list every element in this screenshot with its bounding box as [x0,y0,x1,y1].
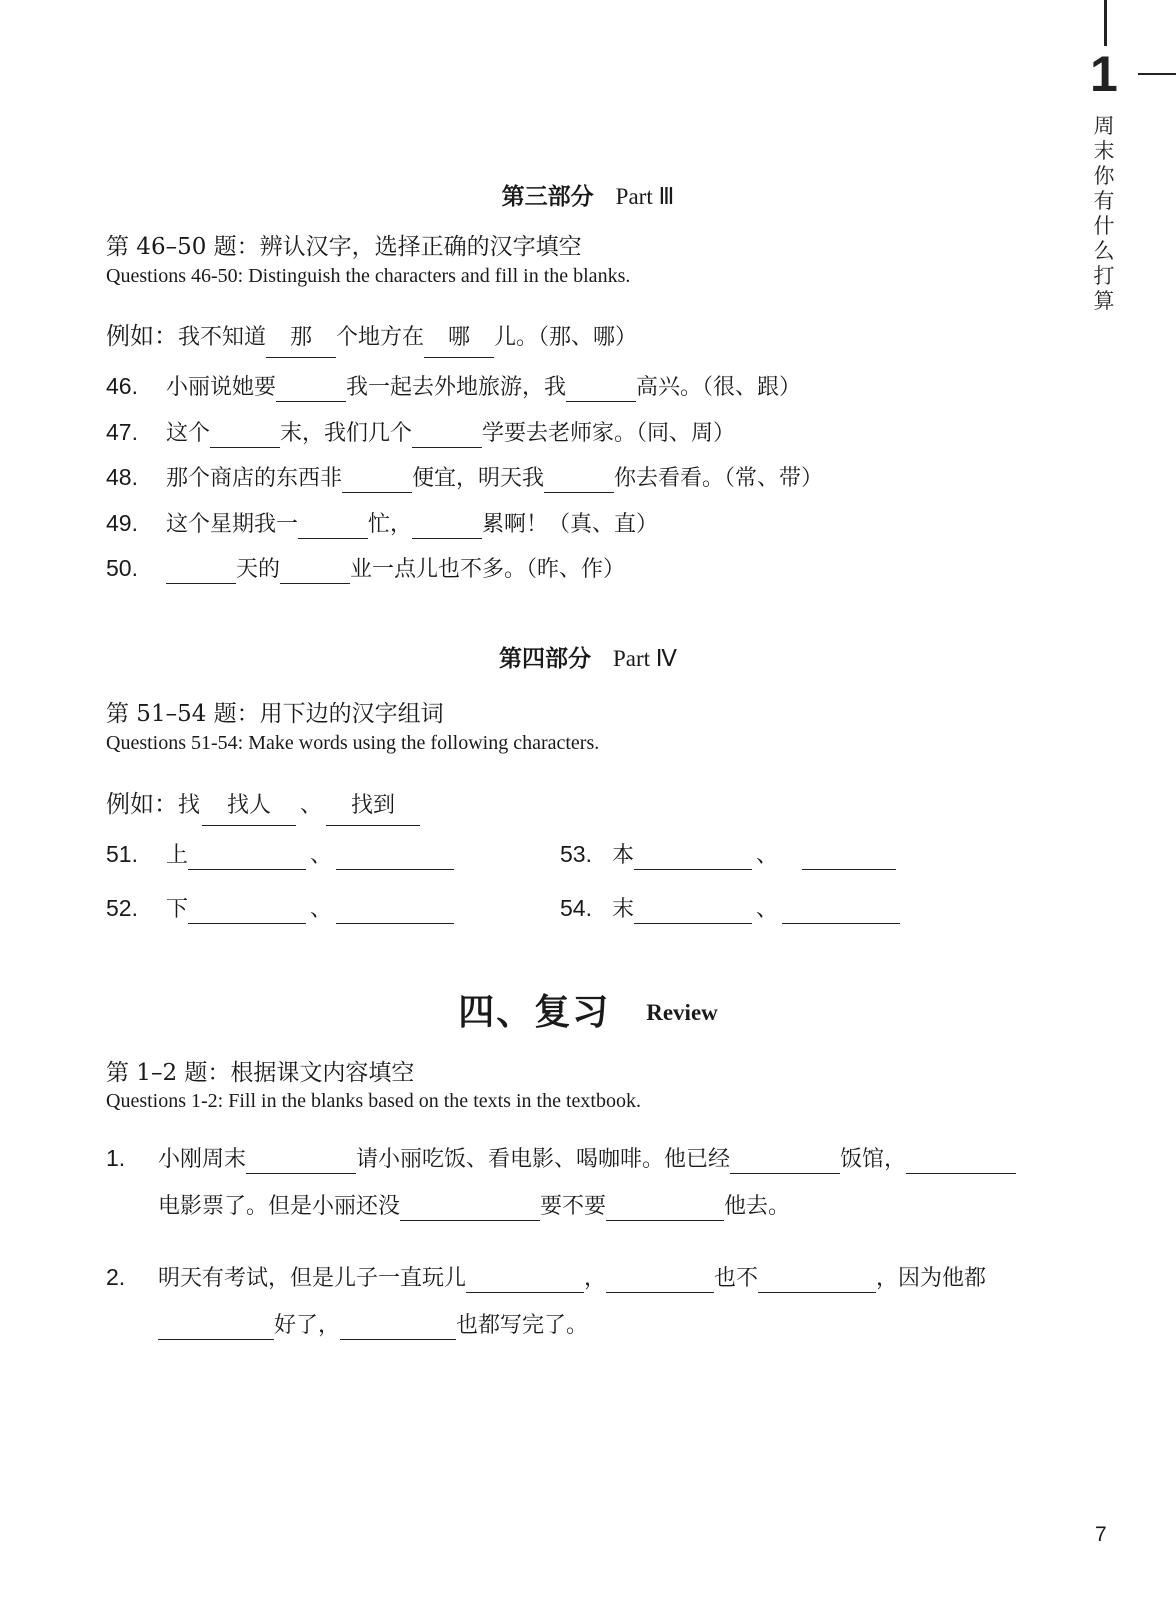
question-number: 2. [106,1264,126,1290]
question-54 [560,892,900,923]
answer-blank[interactable] [210,425,280,448]
answer-blank[interactable] [188,847,306,870]
question-number: 54. [560,895,592,921]
part3-heading-en: Part Ⅲ [615,184,675,209]
review-question-1 [106,1142,1016,1173]
example-answer: 哪 [424,320,494,358]
question-text: 那个商店的东西非 [166,466,343,491]
example-answer: 那 [266,320,336,358]
part4-instruction-en: Questions 51-54: Make words using the following characters. [106,732,600,754]
answer-blank[interactable] [166,561,236,584]
question-text: 便宜，明天我 [412,466,545,491]
question-text: 业一点儿也不多。（昨、作） [350,557,626,582]
answer-blank[interactable] [730,1151,840,1174]
part3-instruction-en: Questions 46-50: Distinguish the characters and fill in the blanks. [106,265,631,287]
question-text: 也不 [714,1266,759,1291]
question-text: 累啊！（真、直） [482,512,659,537]
example-text: 我不知道 [178,325,267,350]
answer-blank[interactable] [782,901,900,924]
question-text: 小丽说她要 [166,375,277,400]
review-title-en: Review [646,1000,718,1025]
question-number: 1. [106,1145,126,1171]
chapter-number: 1 [1090,46,1118,102]
answer-blank[interactable] [466,1270,584,1293]
answer-blank[interactable] [280,561,350,584]
question-text: 好了， [274,1313,341,1338]
question-text: 这个 [166,421,211,446]
review-question-2-cont [158,1308,588,1339]
answer-blank[interactable] [412,425,482,448]
review-instruction-en: Questions 1-2: Fill in the blanks based on the texts in the textbook. [106,1090,641,1112]
part3-instruction-cn: 第 46–50 题：辨认汉字，选择正确的汉字填空 [106,234,582,260]
question-text: 小刚周末 [158,1147,247,1172]
question-text: 学要去老师家。（同、周） [482,421,736,446]
answer-blank[interactable] [802,847,896,870]
question-text: 你去看看。（常、带） [614,466,824,491]
question-48 [106,461,823,492]
question-number: 46. [106,373,138,399]
example-label: 例如： [106,790,178,818]
question-text: ， [584,1266,607,1291]
answer-blank[interactable] [276,379,346,402]
part4-example [106,784,420,819]
side-divider-horizontal [1138,73,1176,75]
example-answer: 找到 [326,788,420,826]
question-number: 51. [106,841,138,867]
question-number: 49. [106,510,138,536]
question-text: 这个星期我一 [166,512,299,537]
answer-blank[interactable] [340,1317,456,1340]
answer-blank[interactable] [158,1317,274,1340]
part4-heading-cn: 第四部分 [498,645,591,672]
separator: 、 [310,843,333,868]
question-47 [106,416,735,447]
question-number: 53. [560,841,592,867]
part4-heading [0,640,1176,673]
question-51 [106,838,454,869]
question-char: 本 [612,843,635,868]
part4-heading-en: Part Ⅳ [612,646,678,671]
answer-blank[interactable] [606,1198,724,1221]
question-char: 下 [166,897,189,922]
example-label: 例如： [106,322,178,350]
question-number: 48. [106,464,138,490]
example-char: 找 [178,793,201,818]
question-text: 电影票了。但是小丽还没 [158,1194,401,1219]
answer-blank[interactable] [634,901,752,924]
question-text: 明天有考试，但是儿子一直玩儿 [158,1266,467,1291]
question-text: 末，我们几个 [280,421,413,446]
question-46 [106,370,801,401]
question-50 [106,552,625,583]
question-text: 天的 [236,557,281,582]
answer-blank[interactable] [634,847,752,870]
separator: 、 [756,897,779,922]
question-52 [106,892,454,923]
answer-blank[interactable] [544,470,614,493]
example-text: 个地方在 [336,325,425,350]
question-number: 47. [106,419,138,445]
answer-blank[interactable] [342,470,412,493]
answer-blank[interactable] [566,379,636,402]
question-text: 他去。 [724,1194,791,1219]
question-text: 请小丽吃饭、看电影、喝咖啡。他已经 [356,1147,731,1172]
answer-blank[interactable] [400,1198,540,1221]
question-49 [106,507,658,538]
answer-blank[interactable] [298,516,368,539]
separator: 、 [300,793,323,818]
question-number: 50. [106,555,138,581]
question-text: ，因为他都 [876,1266,987,1291]
answer-blank[interactable] [412,516,482,539]
question-text: 我一起去外地旅游，我 [346,375,567,400]
answer-blank[interactable] [906,1151,1016,1174]
separator: 、 [756,843,779,868]
question-number: 52. [106,895,138,921]
question-text: 也都写完了。 [456,1313,589,1338]
question-53 [560,838,896,869]
page-number: 7 [1095,1523,1107,1546]
question-text: 高兴。（很、跟） [636,375,802,400]
question-char: 末 [612,897,635,922]
example-answer: 找人 [202,788,296,826]
review-instruction-cn: 第 1–2 题：根据课文内容填空 [106,1060,415,1086]
answer-blank[interactable] [336,901,454,924]
question-text: 要不要 [540,1194,607,1219]
review-question-1-cont [158,1189,790,1220]
side-divider-vertical [1104,0,1107,46]
answer-blank[interactable] [606,1270,714,1293]
example-text: 儿。（那、哪） [494,325,638,350]
part3-heading [0,178,1176,211]
question-text: 饭馆， [840,1147,907,1172]
question-text: 忙， [368,512,413,537]
answer-blank[interactable] [188,901,306,924]
part4-instruction-cn: 第 51–54 题：用下边的汉字组词 [106,701,444,727]
answer-blank[interactable] [246,1151,356,1174]
part3-example [106,316,637,351]
answer-blank[interactable] [758,1270,876,1293]
question-char: 上 [166,843,189,868]
review-title-cn: 四、复习 [458,991,611,1033]
review-question-2 [106,1261,986,1292]
answer-blank[interactable] [336,847,454,870]
chapter-title: 周末你有什么打算 [1093,114,1115,313]
part3-heading-cn: 第三部分 [501,183,594,210]
separator: 、 [310,897,333,922]
review-title [0,984,1176,1035]
